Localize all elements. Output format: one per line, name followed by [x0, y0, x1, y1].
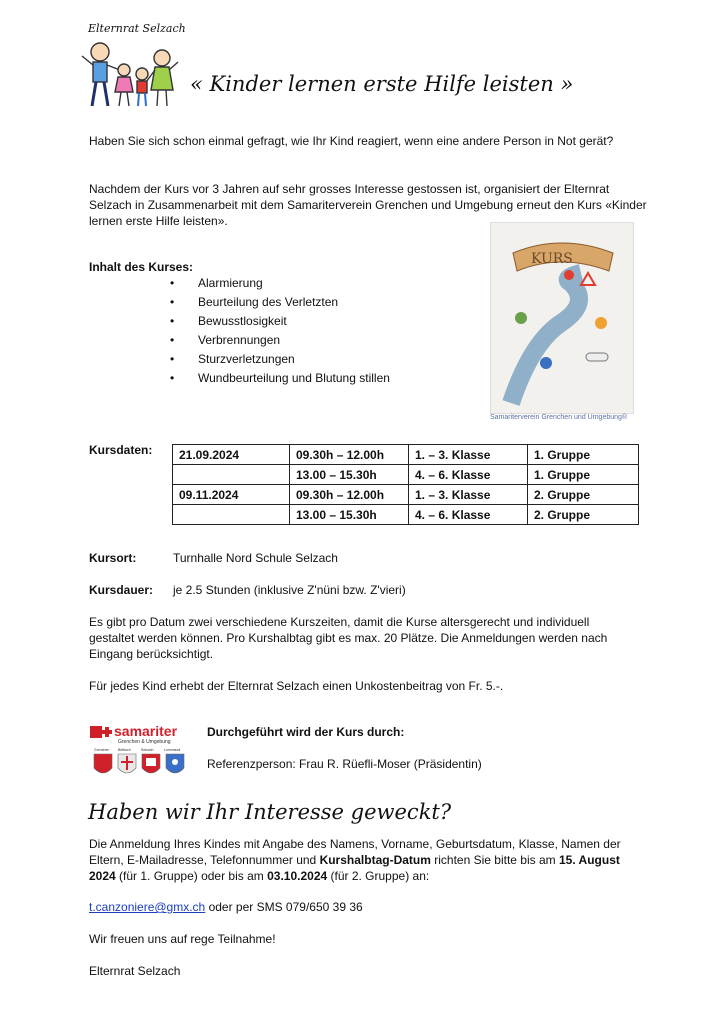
- organizer-heading: Durchgeführt wird der Kurs durch:: [207, 725, 405, 739]
- logo-town: Selzach: [141, 748, 154, 752]
- family-logo-icon: [78, 40, 182, 110]
- dates-label: Kursdaten:: [89, 443, 153, 457]
- group-cell: 1. Gruppe: [528, 465, 639, 485]
- date-cell: 09.11.2024: [173, 485, 290, 505]
- group-cell: 2. Gruppe: [528, 505, 639, 525]
- logo-town: Bettlach: [118, 748, 131, 752]
- signup-deadline-1: 15. August 2024: [89, 853, 620, 883]
- info-paragraph-2: Für jedes Kind erhebt der Elternrat Selzach einen Unkostenbeitrag von Fr. 5.-.: [89, 679, 504, 693]
- class-cell: 1. – 3. Klasse: [409, 485, 528, 505]
- signup-text: richten Sie bitte bis am: [430, 853, 559, 867]
- course-heading: Inhalt des Kurses:: [89, 260, 194, 274]
- photo-caption: Samariterverein Grenchen und Umgebung®: [490, 414, 628, 421]
- contact-line: [89, 899, 363, 915]
- duration-value: je 2.5 Stunden (inklusive Z'nüni bzw. Z'vieri): [173, 583, 406, 597]
- email-link[interactable]: t.canzoniere@gmx.ch: [89, 900, 206, 914]
- location-label: Kursort:: [89, 551, 137, 565]
- table-row: [173, 485, 639, 505]
- organizer-contact: Referenzperson: Frau R. Rüefli-Moser (Präsidentin): [207, 757, 482, 771]
- table-row: [173, 505, 639, 525]
- closing-text: Wir freuen uns auf rege Teilnahme!: [89, 932, 276, 946]
- time-cell: 09.30h – 12.00h: [290, 485, 409, 505]
- date-cell: [173, 465, 290, 485]
- date-cell: 21.09.2024: [173, 445, 290, 465]
- signup-text: (für 1. Gruppe) oder bis am: [115, 869, 268, 883]
- signup-paragraph: [89, 836, 649, 884]
- location-value: Turnhalle Nord Schule Selzach: [173, 551, 338, 565]
- table-row: [173, 445, 639, 465]
- list-item: • Bewusstlosigkeit: [170, 312, 390, 331]
- group-cell: 1. Gruppe: [528, 445, 639, 465]
- duration-label: Kursdauer:: [89, 583, 154, 597]
- list-item: • Sturzverletzungen: [170, 350, 390, 369]
- date-cell: [173, 505, 290, 525]
- time-cell: 09.30h – 12.00h: [290, 445, 409, 465]
- samariter-logo-name: samariter: [114, 723, 178, 739]
- page-title: « Kinder lernen erste Hilfe leisten »: [190, 72, 574, 96]
- signup-heading: Haben wir Ihr Interesse geweckt?: [88, 800, 452, 824]
- samariter-logo: [88, 722, 194, 780]
- list-item: • Verbrennungen: [170, 331, 390, 350]
- class-cell: 4. – 6. Klasse: [409, 505, 528, 525]
- logo-text: Elternrat Selzach: [88, 22, 186, 35]
- time-cell: 13.00 – 15.30h: [290, 465, 409, 485]
- photo-banner-text: KURS: [531, 251, 573, 267]
- signup-bold: Kurshalbtag-Datum: [319, 853, 431, 867]
- intro-paragraph-1: Haben Sie sich schon einmal gefragt, wie Ihr Kind reagiert, wenn eine andere Person in Not gerät?: [89, 134, 614, 148]
- signup-text: (für 2. Gruppe) an:: [327, 869, 430, 883]
- time-cell: 13.00 – 15.30h: [290, 505, 409, 525]
- course-drawing-image: [490, 222, 634, 414]
- list-item: • Alarmierung: [170, 274, 390, 293]
- class-cell: 1. – 3. Klasse: [409, 445, 528, 465]
- signup-deadline-2: 03.10.2024: [267, 869, 328, 883]
- list-item: • Wundbeurteilung und Blutung stillen: [170, 369, 390, 388]
- course-dates-table: [172, 444, 639, 525]
- sms-text: oder per SMS 079/650 39 36: [205, 900, 363, 914]
- list-item: • Beurteilung des Verletzten: [170, 293, 390, 312]
- intro-paragraph-2: Nachdem der Kurs vor 3 Jahren auf sehr grosses Interesse gestossen ist, organisiert der Elternrat Selzach in Zusammenarbeit mit dem Samariterverein Grenchen und Umgebung erneut den Kurs «Kinder lernen erste Hilfe leisten».: [89, 182, 647, 228]
- info-paragraph-1: Es gibt pro Datum zwei verschiedene Kurszeiten, damit die Kurse altersgerecht und individuell gestaltet werden können. Pro Kurshalbtag gibt es max. 20 Plätze. Die Anmeldungen werden nach Eingang berücksichtigt.: [89, 615, 608, 661]
- logo-town: Grenchen: [94, 748, 110, 752]
- table-row: [173, 465, 639, 485]
- group-cell: 2. Gruppe: [528, 485, 639, 505]
- signature-text: Elternrat Selzach: [89, 964, 181, 978]
- course-items-list: [170, 274, 390, 388]
- samariter-logo-sub: Grenchen & Umgebung: [118, 739, 171, 745]
- logo-town: Lommiswil: [164, 748, 181, 752]
- class-cell: 4. – 6. Klasse: [409, 465, 528, 485]
- signup-text: Die Anmeldung Ihres Kindes mit Angabe des Namens, Vorname, Geburtsdatum, Klasse, Namen der Eltern, E-Mailadresse, Telefonnummer und: [89, 837, 621, 867]
